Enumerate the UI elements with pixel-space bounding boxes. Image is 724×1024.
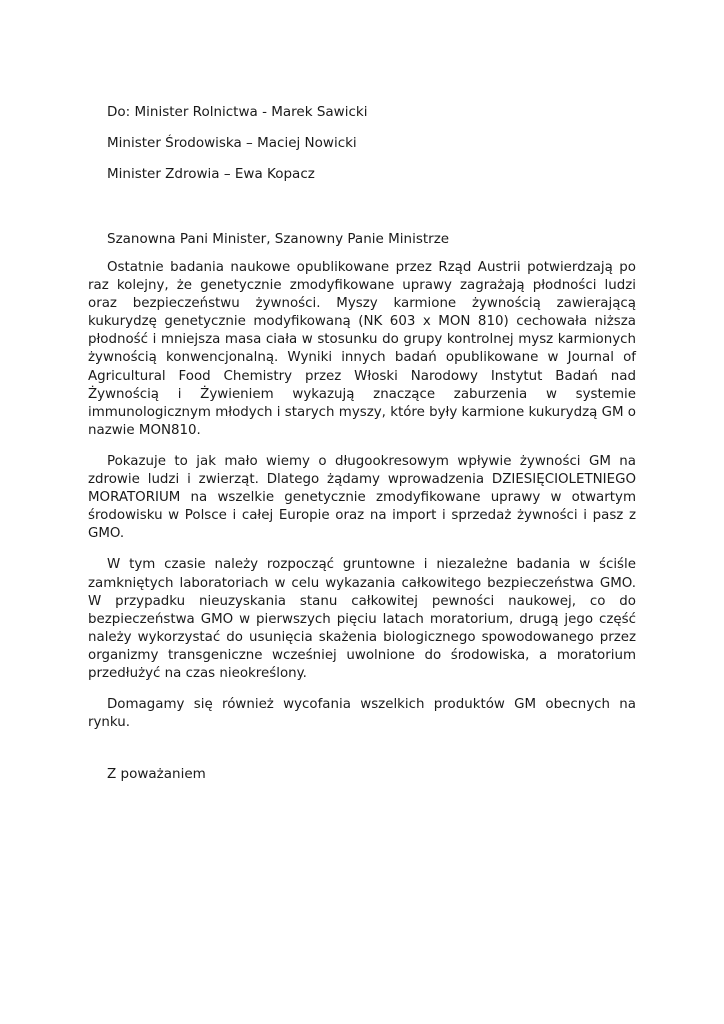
recipient-line: Minister Środowiska – Maciej Nowicki [107, 135, 357, 151]
recipient-line: Minister Zdrowia – Ewa Kopacz [107, 166, 315, 182]
salutation: Szanowna Pani Minister, Szanowny Panie Ministrze [107, 231, 450, 247]
body-paragraph: Domagamy się również wycofania wszelkich produktów GM obecnych na rynku. [88, 697, 636, 731]
recipient-line: Do: Minister Rolnictwa - Marek Sawicki [107, 104, 368, 120]
body-paragraph: W tym czasie należy rozpocząć gruntowne i niezależne badania w ściśle zamkniętych laboratoriach w celu wykazania całkowitego bezpieczeństwa GMO. W przypadku nieuzyskania stanu całkowitej pewności naukowej, co do bezpieczeństwa GMO w pierwszych pięciu latach moratorium, drugą jego część należy wykorzystać do usunięcia skażenia biologicznego spowodowanego przez organizmy transgeniczne wcześniej uwolnione do środowiska, a moratorium przedłużyć na czas nieokreślony. [88, 557, 636, 681]
recipients-block [107, 102, 647, 195]
body-paragraph: Ostatnie badania naukowe opublikowane przez Rząd Austrii potwierdzają po raz kolejny, że genetycznie zmodyfikowane uprawy zagrażają płodności ludzi oraz bezpieczeństwu żywności. Myszy karmione żywnością zawierającą kukurydzę genetycznie modyfikowaną (NK 603 x MON 810) cechowała niższa płodność i mniejsza masa ciała w stosunku do grupy kontrolnej mysz karmionych żywnością konwencjonalną. Wyniki innych badań opublikowane w Journal of Agricultural Food Chemistry przez Włoski Narodowy Instytut Badań nad Żywnością i Żywieniem wykazują znaczące zaburzenia w systemie immunologicznym młodych i starych myszy, które były karmione kukurydzą GM o nazwie MON810. [88, 260, 636, 438]
letter-body [88, 259, 636, 745]
closing: Z poważaniem [107, 766, 206, 782]
body-paragraph: Pokazuje to jak mało wiemy o długookresowym wpływie żywności GM na zdrowie ludzi i zwierząt. Dlatego żądamy wprowadzenia DZIESIĘCIOLETNIEGO MORATORIUM na wszelkie genetycznie zmodyfikowane uprawy w otwartym środowisku w Polsce i całej Europie oraz na import i sprzedaż żywności i pasz z GMO. [88, 453, 636, 542]
